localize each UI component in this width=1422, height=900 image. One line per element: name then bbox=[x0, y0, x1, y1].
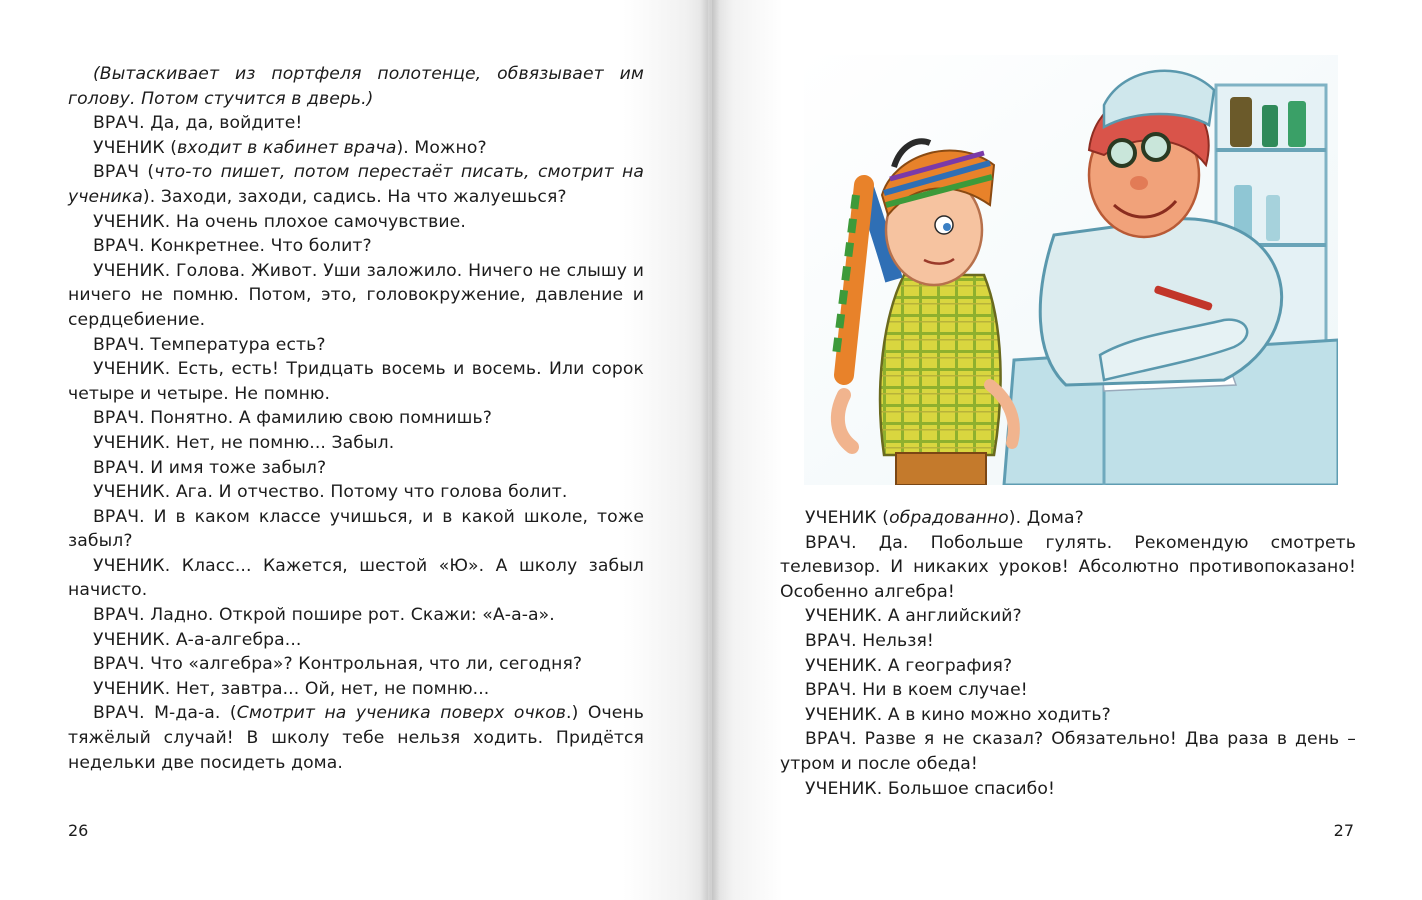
paragraph bbox=[780, 703, 1356, 728]
dialogue-text: УЧЕНИК. А география? bbox=[805, 655, 1013, 676]
stage-direction: (Вытаскивает из портфеля полотенце, обвязывает им голову. Потом стучится в дверь.) bbox=[68, 64, 644, 109]
stage-direction: что-то пишет, потом перестаёт писать, смотрит на ученика bbox=[68, 162, 644, 207]
paragraph bbox=[780, 604, 1356, 629]
paragraph bbox=[68, 333, 644, 358]
right-page bbox=[712, 0, 1422, 900]
paragraph bbox=[68, 652, 644, 677]
dialogue-text: УЧЕНИК. А в кино можно ходить? bbox=[805, 704, 1111, 725]
dialogue-text: ВРАЧ. Да. Побольше гулять. Рекомендую смотреть телевизор. И никаких уроков! Абсолютно противопоказано! Особенно алгебра! bbox=[780, 532, 1356, 602]
dialogue-text: УЧЕНИК. Класс... Кажется, шестой «Ю». А школу забыл начисто. bbox=[68, 555, 644, 601]
paragraph bbox=[68, 456, 644, 481]
paragraph bbox=[780, 506, 1356, 531]
dialogue-text: ВРАЧ. И имя тоже забыл? bbox=[93, 457, 327, 478]
dialogue-text: ВРАЧ. Температура есть? bbox=[93, 334, 326, 355]
dialogue-text: ). Можно? bbox=[396, 137, 487, 158]
paragraph bbox=[68, 259, 644, 333]
paragraph bbox=[68, 480, 644, 505]
paragraph bbox=[68, 234, 644, 259]
dialogue-text: ВРАЧ. Разве я не сказал? Обязательно! Два раза в день – утром и после обеда! bbox=[780, 729, 1356, 774]
paragraph bbox=[68, 357, 644, 406]
paragraph bbox=[68, 628, 644, 653]
dialogue-text: ). Дома? bbox=[1008, 508, 1084, 528]
paragraph bbox=[68, 701, 644, 775]
dialogue-text: УЧЕНИК. На очень плохое самочувствие. bbox=[93, 211, 466, 232]
paragraph bbox=[780, 727, 1356, 776]
paragraph bbox=[780, 654, 1356, 679]
dialogue-text: УЧЕНИК ( bbox=[805, 508, 890, 528]
left-page bbox=[0, 0, 708, 900]
dialogue-text: УЧЕНИК. Нет, завтра... Ой, нет, не помню... bbox=[93, 678, 490, 699]
dialogue-text: УЧЕНИК. А-а-алгебра... bbox=[93, 629, 302, 650]
dialogue-text: УЧЕНИК ( bbox=[93, 137, 178, 158]
dialogue-text: УЧЕНИК. Большое спасибо! bbox=[805, 778, 1055, 799]
dialogue-text: ВРАЧ. М-да-а. ( bbox=[93, 703, 237, 724]
paragraph bbox=[68, 677, 644, 702]
paragraph bbox=[68, 62, 644, 111]
paragraph bbox=[68, 136, 644, 161]
stage-direction: обрадованно bbox=[889, 508, 1009, 528]
paragraph bbox=[68, 406, 644, 431]
paragraph bbox=[780, 531, 1356, 605]
dialogue-text: ВРАЧ. Ни в коем случае! bbox=[805, 680, 1028, 701]
dialogue-text: .) Очень тяжёлый случай! В школу тебе нельзя ходить. Придётся недельки две посидеть дома. bbox=[68, 703, 644, 773]
paragraph bbox=[780, 629, 1356, 654]
paragraph bbox=[780, 777, 1356, 802]
page-number-right: 27 bbox=[1333, 821, 1354, 840]
illustration-svg bbox=[804, 55, 1338, 485]
dialogue-text: ВРАЧ. Конкретнее. Что болит? bbox=[93, 236, 372, 257]
page-number-left: 26 bbox=[68, 821, 89, 840]
dialogue-text: УЧЕНИК. Нет, не помню... Забыл. bbox=[93, 432, 395, 453]
paragraph bbox=[68, 554, 644, 603]
dialogue-text: УЧЕНИК. Голова. Живот. Уши заложило. Ничего не слышу и ничего не помню. Потом, это, головокружение, давление и сердцебиение. bbox=[68, 260, 644, 330]
doctor-and-pupil-illustration bbox=[804, 55, 1338, 485]
dialogue-text: ВРАЧ. И в каком классе учишься, и в какой школе, тоже забыл? bbox=[68, 506, 644, 552]
dialogue-text: ВРАЧ. Понятно. А фамилию свою помнишь? bbox=[93, 408, 492, 429]
dialogue-text: УЧЕНИК. А английский? bbox=[805, 606, 1022, 627]
paragraph bbox=[68, 160, 644, 209]
right-page-text bbox=[780, 506, 1356, 801]
paragraph bbox=[68, 603, 644, 628]
paragraph bbox=[68, 505, 644, 554]
paragraph bbox=[780, 678, 1356, 703]
paragraph bbox=[68, 210, 644, 235]
dialogue-text: ). Заходи, заходи, садись. На что жалуешься? bbox=[142, 186, 567, 207]
stage-direction: входит в кабинет врача bbox=[177, 137, 397, 158]
dialogue-text: УЧЕНИК. Есть, есть! Тридцать восемь и восемь. Или сорок четыре и четыре. Не помню. bbox=[68, 359, 644, 404]
dialogue-text: ВРАЧ. Что «алгебра»? Контрольная, что ли, сегодня? bbox=[93, 654, 583, 675]
dialogue-text: ВРАЧ. Нельзя! bbox=[805, 630, 934, 651]
dialogue-text: УЧЕНИК. Ага. И отчество. Потому что голова болит. bbox=[93, 482, 568, 503]
paragraph bbox=[68, 431, 644, 456]
book-gutter bbox=[700, 0, 720, 900]
left-page-text bbox=[68, 62, 644, 775]
dialogue-text: ВРАЧ. Да, да, войдите! bbox=[93, 113, 303, 134]
paragraph bbox=[68, 111, 644, 136]
dialogue-text: ВРАЧ. Ладно. Открой пошире рот. Скажи: «А-а-а». bbox=[93, 605, 555, 626]
dialogue-text: ВРАЧ ( bbox=[93, 162, 155, 183]
stage-direction: Смотрит на ученика поверх очков bbox=[236, 703, 567, 724]
